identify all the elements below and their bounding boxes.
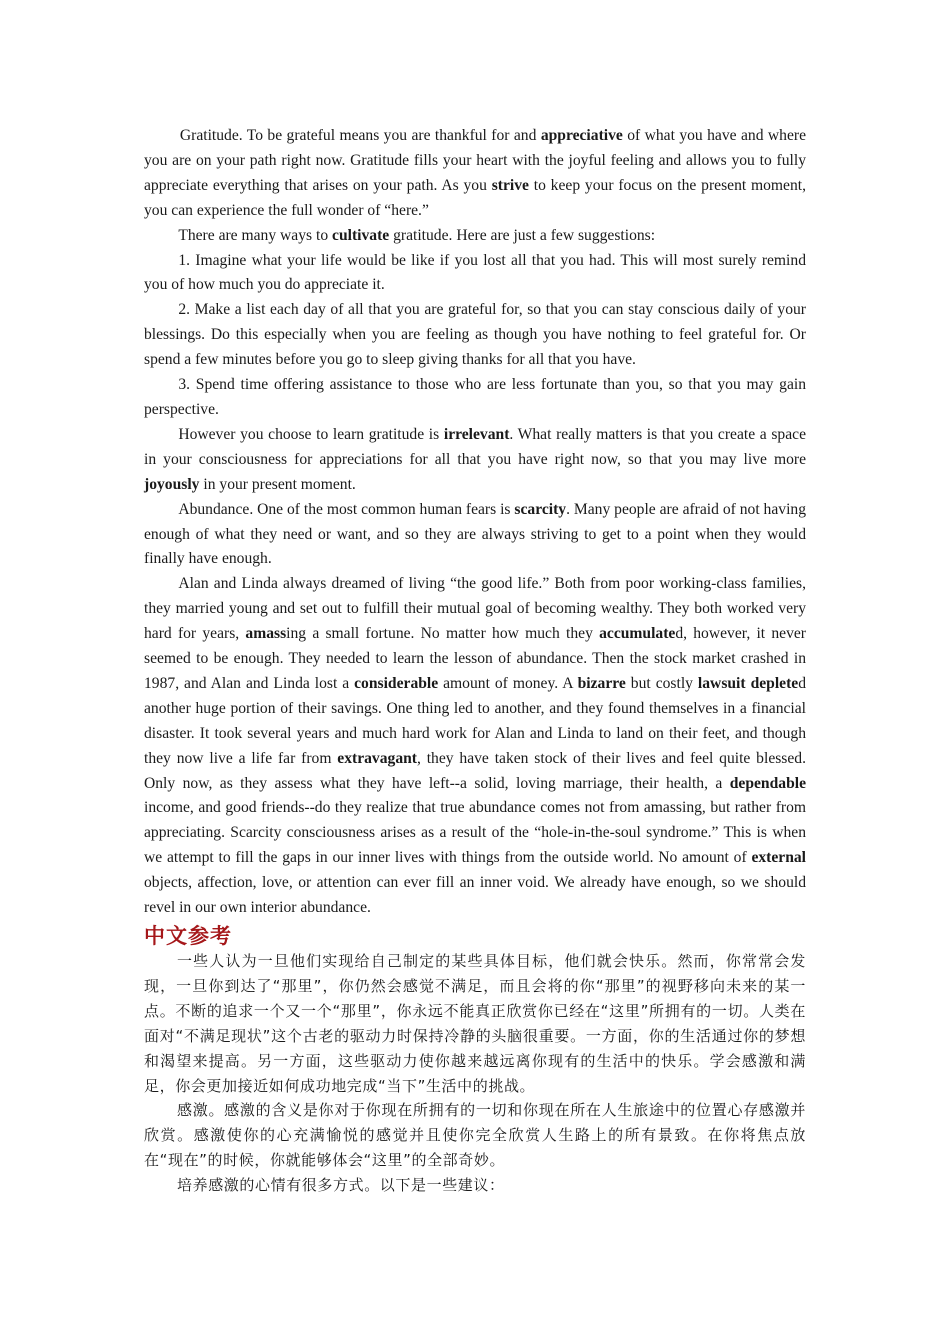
- text-run: but costly: [625, 674, 698, 692]
- text-run: objects, affection, love, or attention can ever fill an inner void. We already have enough, so we should revel in our own interior abundance.: [144, 874, 806, 917]
- vocab-word: accumulate: [599, 625, 676, 643]
- english-paragraph: [144, 373, 806, 423]
- chinese-paragraph: 培养感激的心情有很多方式。以下是一些建议：: [177, 1176, 505, 1195]
- vocab-word: deplete: [750, 674, 799, 692]
- text-run: , they have taken stock of their lives and feel quite blessed. Only now, as they assess what they have left--a solid, loving marriage, their health, a: [144, 749, 806, 792]
- vocab-word: cultivate: [332, 226, 390, 244]
- text-run: in your present moment.: [199, 475, 356, 493]
- english-paragraph: [144, 423, 806, 498]
- text-run: . What really matters is that you create a space in your consciousness for appreciations for all that you have right now, so that you may live more: [144, 425, 806, 468]
- english-paragraph: [144, 572, 806, 921]
- chinese-text: [144, 949, 806, 1198]
- text-run: Gratitude. To be grateful means you are thankful for and: [179, 127, 541, 144]
- chinese-paragraph: 感激。感激的含义是你对于你现在所拥有的一切和你现在所在人生旅途中的位置心存感激并欣赏。感激使你的心充满愉悦的感觉并且使你完全欣赏人生路上的所有景致。在你将焦点放在“现在”的时候，你就能够体会“这里”的全部奇妙。: [144, 1101, 806, 1170]
- text-run: However you choose to learn gratitude is: [178, 425, 444, 443]
- vocab-word: amass: [245, 625, 287, 643]
- text-run: d, however, it never seemed to be enough. They needed to learn the lesson of abundance. Then the stock market crashed in 1987, and Alan and Linda lost a: [144, 625, 806, 692]
- text-run: ing a small fortune. No matter how much they: [286, 625, 600, 643]
- english-text: [144, 124, 806, 921]
- english-paragraph: [144, 298, 806, 373]
- text-run: . Many people are afraid of not having enough of what they need or want, and so they are always striving to get to a point when they would finally have enough.: [144, 500, 806, 568]
- vocab-word: bizarre: [577, 674, 626, 692]
- document-page: [144, 124, 806, 1198]
- text-run: 1. Imagine what your life would be like if you lost all that you had. This will most surely remind you of how much you do appreciate it.: [144, 251, 806, 294]
- text-run: income, and good friends--do they realize that true abundance comes not from amassing, but rather from appreciating. Scarcity consciousness arises as a result of the “hole-in-the-soul syndrome.” This is when we attempt to fill the gaps in our inner lives with things from the outside world. No amount of: [144, 799, 806, 867]
- vocab-word: joyously: [144, 475, 200, 493]
- text-run: amount of money. A: [438, 674, 578, 692]
- chinese-paragraph: 一些人认为一旦他们实现给自己制定的某些具体目标，他们就会快乐。然而，你常常会发现，一旦你到达了“那里”，你仍然会感觉不满足，而且会将的你“那里”的视野移向未来的某一点。不断的追求一个又一个“那里”，你永远不能真正欣赏你已经在“这里”所拥有的一切。人类在面对“不满足现状”这个古老的驱动力时保持冷静的头脑很重要。一方面，你的生活通过你的梦想和渴望来提高。另一方面，这些驱动力使你越来越远离你现有的生活中的快乐。学会感激和满足，你会更加接近如何成功地完成“当下”生活中的挑战。: [144, 952, 806, 1095]
- text-run: Alan and Linda always dreamed of living “the good life.” Both from poor working-class families, they married young and set out to fulfill their mutual goal of becoming wealthy. They both worked very hard for years,: [144, 575, 806, 643]
- english-paragraph: [144, 249, 806, 299]
- english-paragraph: [144, 498, 806, 573]
- vocab-word: extravagant: [337, 749, 417, 767]
- chinese-reference-heading: 中文参考: [144, 923, 232, 948]
- text-run: to keep your focus on the present moment, you can experience the full wonder of “here.”: [144, 176, 807, 219]
- text-run: There are many ways to: [178, 226, 333, 244]
- vocab-word: appreciative: [540, 127, 623, 144]
- vocab-word: scarcity: [514, 500, 567, 518]
- text-run: 2. Make a list each day of all that you are grateful for, so that you can stay conscious daily of your blessings. Do this especially when you are feeling as though you have nothing to feel grateful for. Or spend a few minutes before you go to sleep giving thanks for all that you have.: [144, 301, 806, 369]
- english-paragraph: [144, 224, 806, 249]
- vocab-word: irrelevant: [443, 425, 510, 443]
- text-run: 3. Spend time offering assistance to those who are less fortunate than you, so that you may gain perspective.: [144, 376, 806, 418]
- text-run: gratitude. Here are just a few suggestions:: [389, 226, 656, 244]
- vocab-word: considerable: [354, 674, 439, 692]
- vocab-word: dependable: [729, 774, 806, 792]
- vocab-word: lawsuit: [697, 674, 746, 692]
- text-run: d another huge portion of their savings. One thing led to another, and they found themselves in a financial disaster. It took several years and much hard work for Alan and Linda to land on their feet, and though they now live a life far from: [144, 674, 806, 767]
- text-run: of what you have and where you are on your path right now. Gratitude fills your heart with the joyful feeling and allows you to fully appreciate everything that arises on your path. As you: [144, 127, 806, 194]
- vocab-word: external: [751, 849, 806, 867]
- vocab-word: strive: [491, 176, 529, 194]
- text-run: Abundance. One of the most common human fears is: [178, 500, 515, 518]
- english-paragraph: [144, 124, 806, 224]
